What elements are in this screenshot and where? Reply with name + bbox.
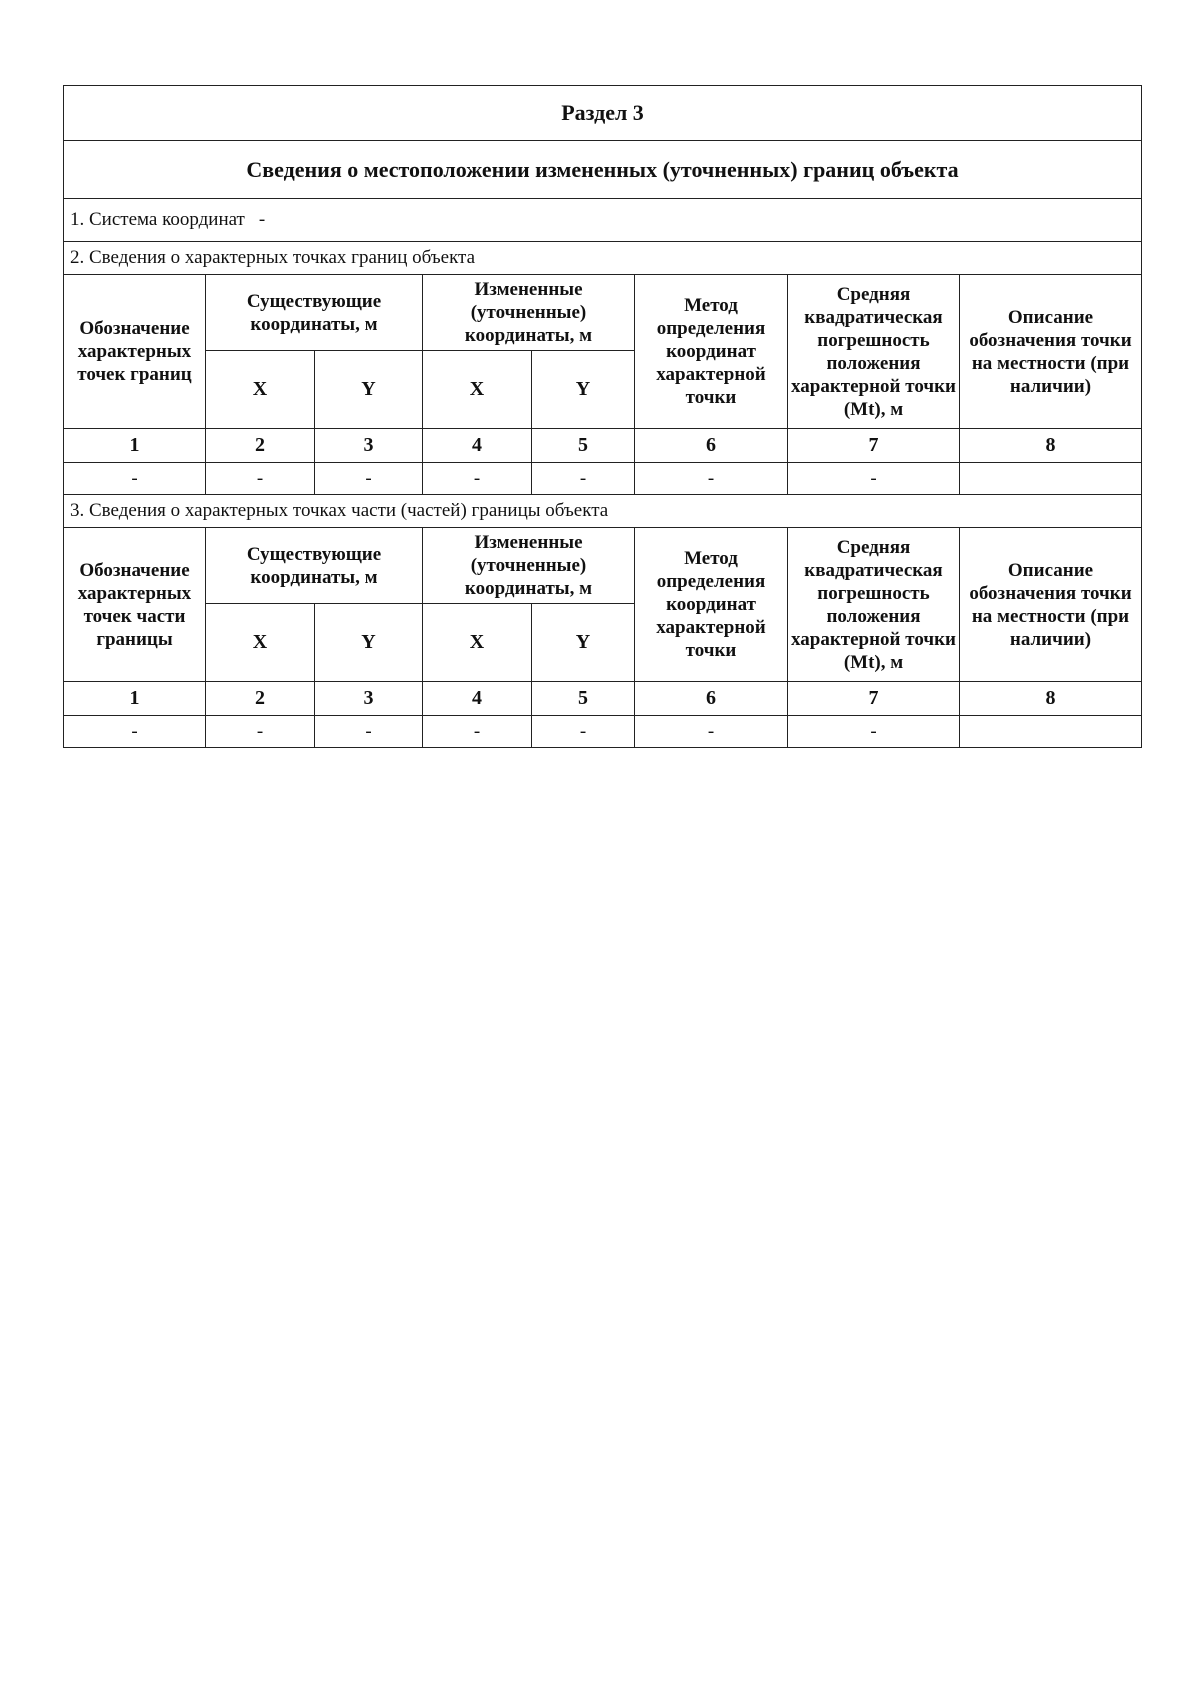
section-title-row xyxy=(64,86,1142,141)
table1-changed-y: Y xyxy=(532,351,635,429)
table2-num-4: 4 xyxy=(423,682,532,716)
table1-existing-x: X xyxy=(206,351,315,429)
table1-cell-7: - xyxy=(788,463,960,495)
table2-col-point: Обозначение характерных точек части границы xyxy=(64,528,206,682)
table2-cell-6: - xyxy=(635,716,788,748)
table1-col-desc: Описание обозначения точки на местности (при наличии) xyxy=(960,275,1142,429)
section-subtitle-row xyxy=(64,141,1142,199)
section-3-table xyxy=(63,85,1142,748)
table2-num-3: 3 xyxy=(315,682,423,716)
table1-cell-4: - xyxy=(423,463,532,495)
table1-col-error: Средняя квадратическая погрешность положения характерной точки (Mt), м xyxy=(788,275,960,429)
table1-data-row xyxy=(64,463,1142,495)
table2-cell-5: - xyxy=(532,716,635,748)
table1-cell-2: - xyxy=(206,463,315,495)
table2-existing-x: X xyxy=(206,604,315,682)
table2-col-existing: Существующие координаты, м xyxy=(206,528,423,604)
table2-num-7: 7 xyxy=(788,682,960,716)
table1-col-existing: Существующие координаты, м xyxy=(206,275,423,351)
table2-num-8: 8 xyxy=(960,682,1142,716)
table1-number-row xyxy=(64,429,1142,463)
table1-num-8: 8 xyxy=(960,429,1142,463)
table2-cell-2: - xyxy=(206,716,315,748)
table2-cell-7: - xyxy=(788,716,960,748)
table2-cell-3: - xyxy=(315,716,423,748)
coordinate-system-cell xyxy=(64,199,1142,242)
table1-cell-3: - xyxy=(315,463,423,495)
table1-cell-5: - xyxy=(532,463,635,495)
coordinate-system-row xyxy=(64,199,1142,242)
coordinate-system-value: - xyxy=(258,209,266,230)
table1-num-4: 4 xyxy=(423,429,532,463)
table1-cell-8 xyxy=(960,463,1142,495)
table1-num-5: 5 xyxy=(532,429,635,463)
table1-num-6: 6 xyxy=(635,429,788,463)
table2-cell-1: - xyxy=(64,716,206,748)
table1-num-7: 7 xyxy=(788,429,960,463)
table2-cell-4: - xyxy=(423,716,532,748)
table1-cell-6: - xyxy=(635,463,788,495)
table2-col-desc: Описание обозначения точки на местности (при наличии) xyxy=(960,528,1142,682)
table1-cell-1: - xyxy=(64,463,206,495)
table2-num-1: 1 xyxy=(64,682,206,716)
section-title: Раздел 3 xyxy=(64,86,1142,141)
table2-header-row-1 xyxy=(64,528,1142,604)
table1-existing-y: Y xyxy=(315,351,423,429)
table1-caption-row xyxy=(64,242,1142,275)
table2-number-row xyxy=(64,682,1142,716)
table1-num-2: 2 xyxy=(206,429,315,463)
table1-col-point: Обозначение характерных точек границ xyxy=(64,275,206,429)
table2-changed-x: X xyxy=(423,604,532,682)
table2-col-method: Метод определения координат характерной точки xyxy=(635,528,788,682)
table2-num-2: 2 xyxy=(206,682,315,716)
table2-caption-row xyxy=(64,495,1142,528)
table2-col-changed: Измененные (уточненные) координаты, м xyxy=(423,528,635,604)
table2-changed-y: Y xyxy=(532,604,635,682)
table1-num-1: 1 xyxy=(64,429,206,463)
table2-existing-y: Y xyxy=(315,604,423,682)
section-subtitle: Сведения о местоположении измененных (уточненных) границ объекта xyxy=(64,141,1142,199)
table2-num-5: 5 xyxy=(532,682,635,716)
table1-changed-x: X xyxy=(423,351,532,429)
table1-col-method: Метод определения координат характерной точки xyxy=(635,275,788,429)
table2-col-error: Средняя квадратическая погрешность положения характерной точки (Mt), м xyxy=(788,528,960,682)
table1-header-row-1 xyxy=(64,275,1142,351)
table2-data-row xyxy=(64,716,1142,748)
coordinate-system-label: 1. Система координат xyxy=(70,209,245,230)
table2-caption: 3. Сведения о характерных точках части (частей) границы объекта xyxy=(64,495,1142,528)
table1-caption: 2. Сведения о характерных точках границ объекта xyxy=(64,242,1142,275)
table2-num-6: 6 xyxy=(635,682,788,716)
section-3-sheet xyxy=(63,85,1141,748)
table1-num-3: 3 xyxy=(315,429,423,463)
table2-cell-8 xyxy=(960,716,1142,748)
table1-col-changed: Измененные (уточненные) координаты, м xyxy=(423,275,635,351)
